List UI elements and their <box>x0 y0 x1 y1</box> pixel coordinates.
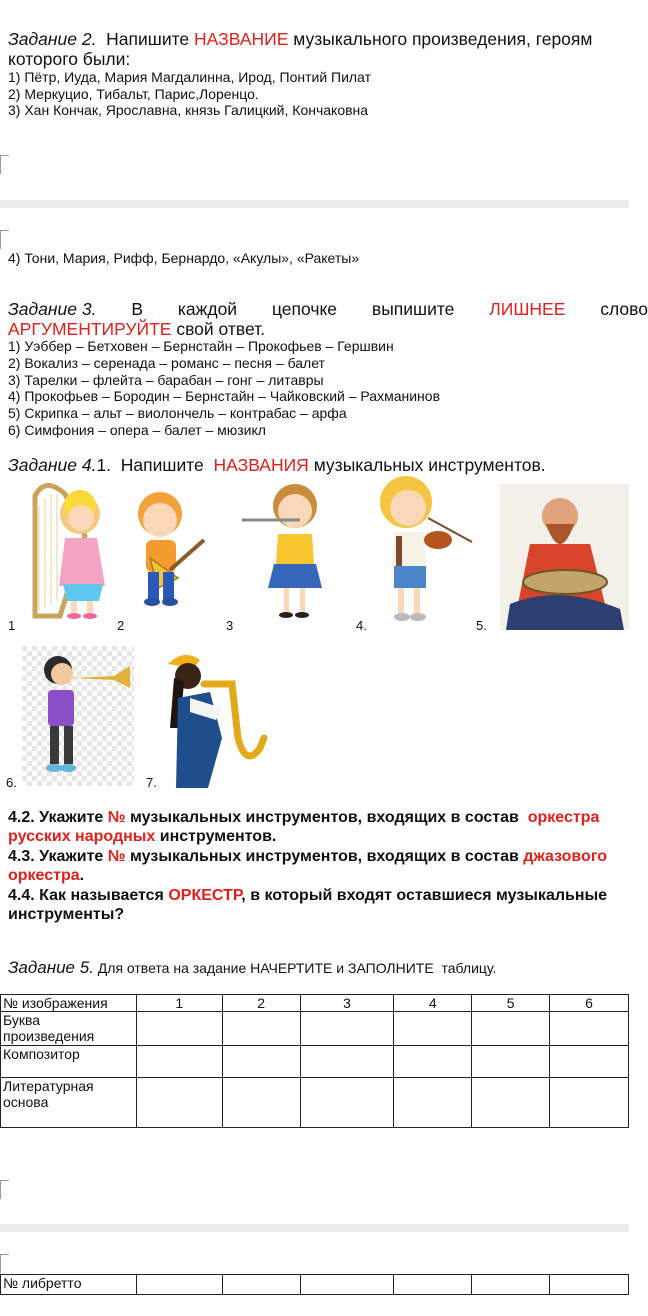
picture-number-2: 2 <box>117 618 125 633</box>
page-1 <box>0 0 629 200</box>
page-2 <box>0 208 648 1224</box>
task43-line2: оркестра. <box>8 867 85 884</box>
table-cell <box>300 1012 394 1046</box>
table-header-row <box>1 995 629 1012</box>
task41-heading: Задание 4.1. Напишите НАЗВАНИЯ музыкальных инструментов. <box>8 455 546 475</box>
task44-line1: 4.4. Как называется ОРКЕСТР, в который входят оставшиеся музыкальные <box>8 887 608 904</box>
task44-line2: инструменты? <box>8 906 125 923</box>
page-3 <box>0 1232 629 1316</box>
task42-line2: русских народных инструментов. <box>8 828 277 845</box>
answer-table <box>0 994 629 1128</box>
table-row <box>1 1078 629 1128</box>
table-cell <box>222 1275 300 1295</box>
table-cell <box>222 1012 300 1046</box>
libretto-table <box>0 1274 629 1295</box>
task3-item-3: 3) Тарелки – флейта – барабан – гонг – литавры <box>8 372 324 388</box>
task3-heading-line2: АРГУМЕНТИРУЙТЕ свой ответ. <box>8 319 266 339</box>
table-cell <box>550 1012 629 1046</box>
page-gap <box>0 1224 629 1232</box>
task2-item-3: 3) Хан Кончак, Ярославна, князь Галицкий, Кончаковна <box>8 102 369 118</box>
table-row <box>1 1275 629 1295</box>
balalaika-boy-illustration <box>128 488 210 613</box>
table-row-label: Композитор <box>1 1046 137 1078</box>
task43-line1: 4.3. Укажите № музыкальных инструментов, входящих в состав джазового <box>8 848 608 865</box>
table-header-cell: 2 <box>222 995 300 1012</box>
table-header-cell: 4 <box>394 995 472 1012</box>
table-row <box>1 1012 629 1046</box>
page-corner-mark <box>0 230 9 249</box>
task42-line1: 4.2. Укажите № музыкальных инструментов, входящих в состав оркестра <box>8 809 600 826</box>
table-cell <box>472 1275 550 1295</box>
picture-number-3: 3 <box>226 618 234 633</box>
violin-girl-illustration <box>368 470 473 628</box>
task3-heading: Задание 3. В каждой цепочке выпишите ЛИШНЕЕ слово <box>8 299 648 319</box>
table-cell <box>300 1078 394 1128</box>
table-header-cell: 5 <box>472 995 550 1012</box>
task2-item-4: 4) Тони, Мария, Рифф, Бернардо, «Акулы», «Ракеты» <box>8 250 360 266</box>
task2-item-2: 2) Меркуцио, Тибальт, Парис,Лоренцо. <box>8 86 259 102</box>
picture-number-5: 5. <box>476 618 487 633</box>
table-header-cell: 6 <box>550 995 629 1012</box>
task3-item-6: 6) Симфония – опера – балет – мюзикл <box>8 422 266 438</box>
page-corner-mark <box>0 155 9 174</box>
task3-item-1: 1) Уэббер – Бетховен – Бернстайн – Прокофьев – Гершвин <box>8 338 394 354</box>
harp-girl-illustration <box>15 476 110 621</box>
table-cell <box>222 1046 300 1078</box>
table-cell <box>394 1046 472 1078</box>
task2-heading-line2: которого были: <box>8 49 131 69</box>
table-header-cell: № изображения <box>1 995 137 1012</box>
picture-number-6: 6. <box>6 775 17 790</box>
table-header-cell: 3 <box>300 995 394 1012</box>
page-corner-mark <box>0 1180 9 1199</box>
table-cell <box>136 1046 222 1078</box>
table-cell <box>550 1275 629 1295</box>
flute-girl-illustration <box>240 476 330 626</box>
picture-number-4: 4. <box>356 618 367 633</box>
table-row-label: Литературная основа <box>1 1078 137 1128</box>
table-cell <box>472 1012 550 1046</box>
table-cell <box>222 1078 300 1128</box>
task3-item-5: 5) Скрипка – альт – виолончель – контрабас – арфа <box>8 405 347 421</box>
table-cell <box>136 1275 222 1295</box>
task5-heading: Задание 5. Для ответа на задание НАЧЕРТИТЕ и ЗАПОЛНИТЕ таблицу. <box>8 958 497 977</box>
table-row-label: Буква произведения <box>1 1012 137 1046</box>
table-row-label: № либретто <box>1 1275 137 1295</box>
task3-item-2: 2) Вокализ – серенада – романс – песня – балет <box>8 355 325 371</box>
task2-heading: Задание 2. Напишите НАЗВАНИЕ музыкального произведения, героям <box>8 29 593 49</box>
page-corner-mark <box>0 1254 9 1273</box>
saxophone-player-illustration <box>160 648 270 790</box>
task2-item-1: 1) Пётр, Иуда, Мария Магдалинна, Ирод, Понтий Пилат <box>8 69 371 85</box>
table-cell <box>136 1012 222 1046</box>
table-cell <box>394 1012 472 1046</box>
table-cell <box>394 1275 472 1295</box>
table-cell <box>472 1046 550 1078</box>
trumpet-boy-illustration <box>22 646 134 786</box>
picture-number-7: 7. <box>146 775 157 790</box>
table-cell <box>300 1046 394 1078</box>
page-gap <box>0 200 629 208</box>
task3-item-4: 4) Прокофьев – Бородин – Бернстайн – Чайковский – Рахманинов <box>8 388 441 404</box>
gusli-player-illustration <box>500 484 629 630</box>
table-cell <box>394 1078 472 1128</box>
table-cell <box>550 1046 629 1078</box>
table-row <box>1 1046 629 1078</box>
table-header-cell: 1 <box>136 995 222 1012</box>
picture-number-1: 1 <box>8 618 16 633</box>
table-cell <box>136 1078 222 1128</box>
table-cell <box>300 1275 394 1295</box>
table-cell <box>472 1078 550 1128</box>
table-cell <box>550 1078 629 1128</box>
